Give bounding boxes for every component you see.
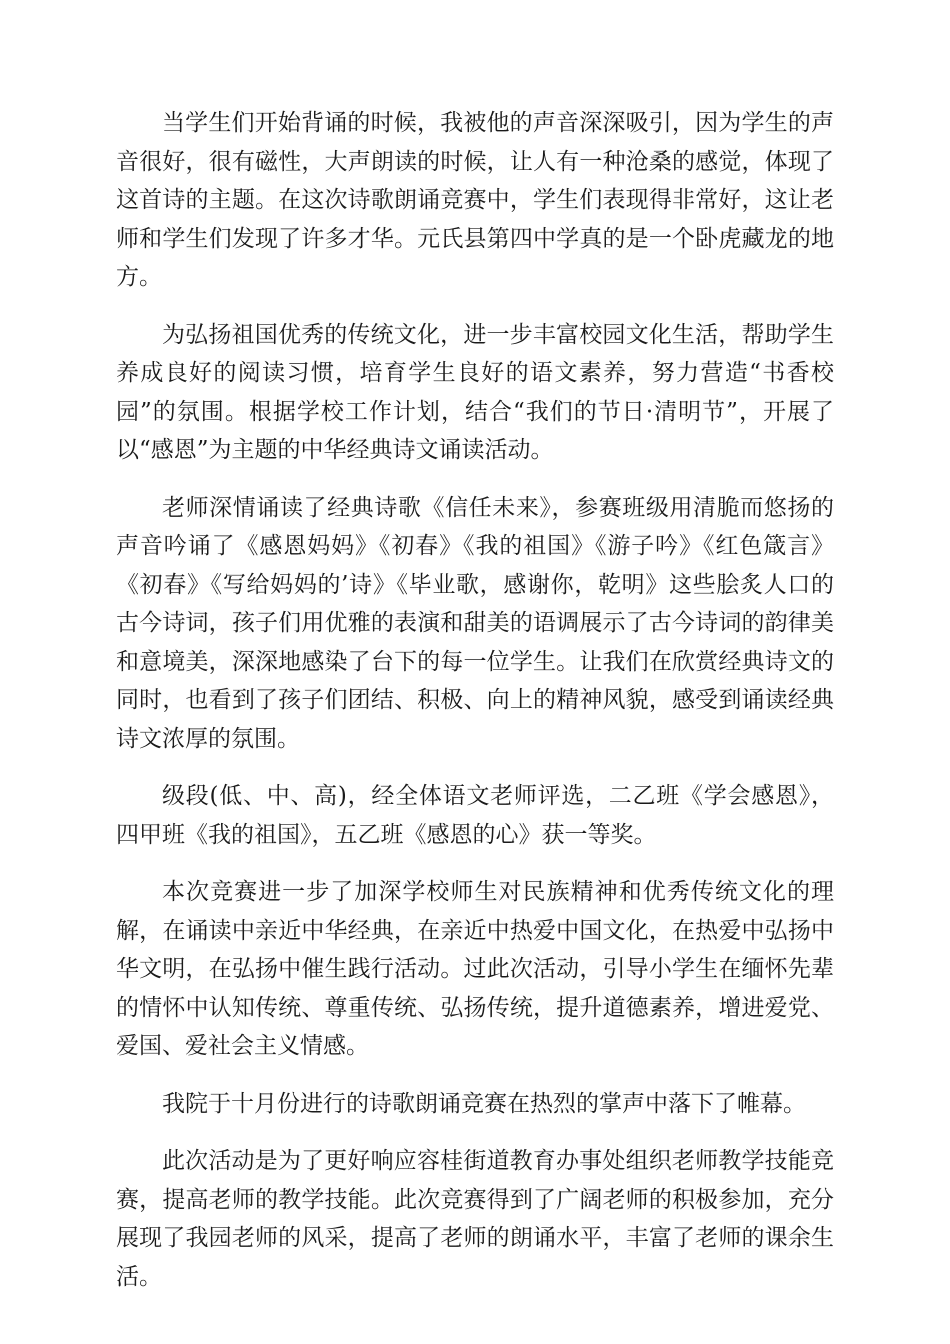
paragraph-6: 我院于十月份进行的诗歌朗诵竞赛在热烈的掌声中落下了帷幕。 [162, 1090, 806, 1117]
document-body [116, 104, 834, 1315]
paragraph-5: 本次竞赛进一步了加深学校师生对民族精神和优秀传统文化的理解，在诵读中亲近中华经典，在亲近中热爱中国文化，在热爱中弘扬中华文明，在弘扬中催生践行活动。过此次活动，引导小学生在缅怀先辈的情怀中认知传统、尊重传统、弘扬传统，提升道德素养，增进爱党、爱国、爱社会主义情感。 [116, 879, 834, 1059]
paragraph-7: 此次活动是为了更好响应容桂街道教育办事处组织老师教学技能竞赛，提高老师的教学技能。此次竞赛得到了广阔老师的积极参加，充分展现了我园老师的风采，提高了老师的朗诵水平，丰富了老师的课余生活。 [116, 1148, 834, 1290]
paragraph-3: 老师深情诵读了经典诗歌《信任未来》，参赛班级用清脆而悠扬的声音吟诵了《感恩妈妈》《初春》《我的祖国》《游子吟》《红色箴言》《初春》《写给妈妈的’诗》《毕业歌，感谢你，乾明》这些脍炙人口的古今诗词，孩子们用优雅的表演和甜美的语调展示了古今诗词的韵律美和意境美，深深地感染了台下的每一位学生。让我们在欣赏经典诗文的同时，也看到了孩子们团结、积极、向上的精神风貌，感受到诵读经典诗文浓厚的氛围。 [116, 494, 834, 752]
paragraph-2: 为弘扬祖国优秀的传统文化，进一步丰富校园文化生活，帮助学生养成良好的阅读习惯，培育学生良好的语文素养，努力营造“书香校园”的氛围。根据学校工作计划，结合“我们的节日·清明节”，开展了以“感恩”为主题的中华经典诗文诵读活动。 [116, 321, 834, 463]
paragraph-4: 级段(低、中、高)，经全体语文老师评选，二乙班《学会感恩》，四甲班《我的祖国》，五乙班《感恩的心》获一等奖。 [116, 783, 834, 848]
paragraph-1: 当学生们开始背诵的时候，我被他的声音深深吸引，因为学生的声音很好，很有磁性，大声朗读的时候，让人有一种沧桑的感觉，体现了这首诗的主题。在这次诗歌朗诵竞赛中，学生们表现得非常好，这让老师和学生们发现了许多才华。元氏县第四中学真的是一个卧虎藏龙的地方。 [116, 110, 834, 290]
